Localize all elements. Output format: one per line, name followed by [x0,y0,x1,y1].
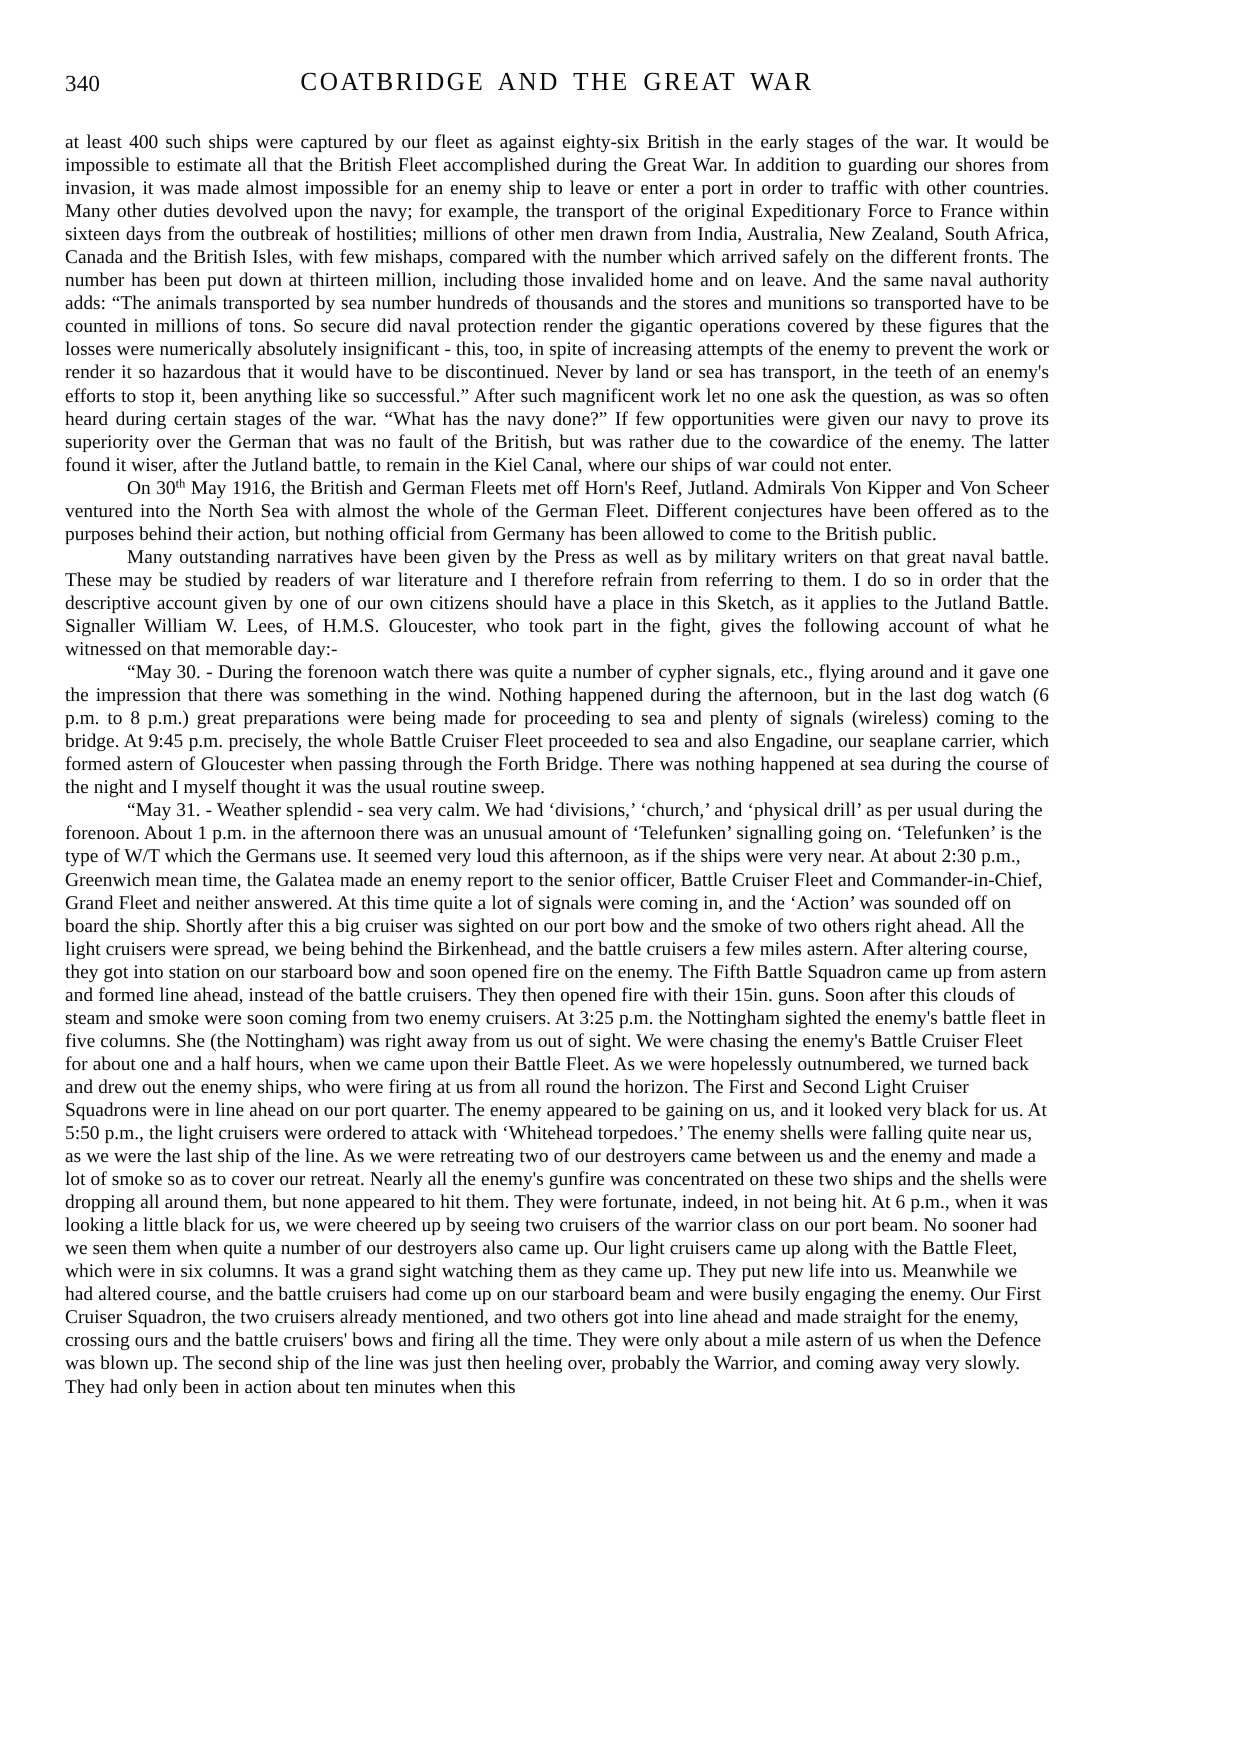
page-number: 340 [65,71,101,96]
body-text-block [65,131,1049,1399]
paragraph-jutland-meeting [65,477,1049,546]
paragraph-may-30: “May 30. - During the forenoon watch there was quite a number of cypher signals, etc., flying around and it gave one the impression that there was something in the wind. Nothing happened during the afternoon, but in the last dog watch (6 p.m. to 8 p.m.) great preparations were being made for proceeding to sea and plenty of signals (wireless) coming to the bridge. At 9:45 p.m. precisely, the whole Battle Cruiser Fleet proceeded to sea and also Engadine, our seaplane carrier, which formed astern of Gloucester when passing through the Forth Bridge. There was nothing happened at sea during the course of the night and I myself thought it was the usual routine sweep. [65,662,1049,799]
running-head [65,66,1049,100]
running-title: COATBRIDGE AND THE GREAT WAR [300,67,814,96]
paragraph-fleet-losses: at least 400 such ships were captured by our fleet as against eighty-six British in the early stages of the war. It would be impossible to estimate all that the British Fleet accomplished during the Great War. In addition to guarding our shores from invasion, it was made almost impossible for an enemy ship to leave or enter a port in order to traffic with other countries. Many other duties devolved upon the navy; for example, the transport of the original Expeditionary Force to France within sixteen days from the outbreak of hostilities; millions of other men drawn from India, Australia, New Zealand, South Africa, Canada and the British Isles, with few mishaps, compared with the number which arrived safely on the different fronts. The number has been put down at thirteen million, including those invalided home and on leave. And the same naval authority adds: “The animals transported by sea number hundreds of thousands and the stores and munitions so transported have to be counted in millions of tons. So secure did naval protection render the gigantic operations covered by these figures that the losses were numerically absolutely insignificant - this, too, in spite of increasing attempts of the enemy to prevent the work or render it so hazardous that it would have to be discontinued. Never by land or sea has transport, in the teeth of an enemy's efforts to stop it, been anything like so successful.” After such magnificent work let no one ask the question, as was so often heard during certain stages of the war. “What has the navy done?” If few opportunities were given our navy to prove its superiority over the German that was no fault of the British, but was rather due to the cowardice of the enemy. The latter found it wiser, after the Jutland battle, to remain in the Kiel Canal, where our ships of war could not enter. [65,132,1049,476]
paragraph-may-31: “May 31. - Weather splendid - sea very calm. We had ‘divisions,’ ‘church,’ and ‘physical drill’ as per usual during the forenoon. About 1 p.m. in the afternoon there was an unusual amount of ‘Telefunken’ signalling going on. ‘Telefunken’ is the type of W/T which the Germans use. It seemed very loud this afternoon, as if the ships were very near. At about 2:30 p.m., Greenwich mean time, the Galatea made an enemy report to the senior officer, Battle Cruiser Fleet and Commander-in-Chief, Grand Fleet and neither answered. At this time quite a lot of signals were coming in, and the ‘Action’ was sounded off on board the ship. Shortly after this a big cruiser was sighted on our port bow and the smoke of two others right ahead. All the light cruisers were spread, we being behind the Birkenhead, and the battle cruisers a few miles astern. After altering course, they got into station on our starboard bow and soon opened fire on the enemy. The Fifth Battle Squadron came up from astern and formed line ahead, instead of the battle cruisers. They then opened fire with their 15in. guns. Soon after this clouds of steam and smoke were soon coming from two enemy cruisers. At 3:25 p.m. the Nottingham sighted the enemy's battle fleet in five columns. She (the Nottingham) was right away from us out of sight. We were chasing the enemy's Battle Cruiser Fleet for about one and a half hours, when we came upon their Battle Fleet. As we were hopelessly outnumbered, we turned back and drew out the enemy ships, who were firing at us from all round the horizon. The First and Second Light Cruiser Squadrons were in line ahead on our port quarter. The enemy appeared to be gaining on us, and it looked very black for us. At 5:50 p.m., the light cruisers were ordered to attack with ‘Whitehead torpedoes.’ The enemy shells were falling quite near us, as we were the last ship of the line. As we were retreating two of our destroyers came between us and the enemy and made a lot of smoke so as to cover our retreat. Nearly all the enemy's gunfire was concentrated on these two ships and the shells were dropping all around them, but none appeared to hit them. They were fortunate, indeed, in not being hit. At 6 p.m., when it was looking a little black for us, we were cheered up by seeing two cruisers of the warrior class on our port beam. No sooner had we seen them when quite a number of our destroyers also came up. Our light cruisers came up along with the Battle Fleet, which were in six columns. It was a grand sight watching them as they came up. They put new life into us. Meanwhile we had altered course, and the battle cruisers had come up on our starboard beam and were busily engaging the enemy. Our First Cruiser Squadron, the two cruisers already mentioned, and two others got into line ahead and made straight for the enemy, crossing ours and the battle cruisers' bows and firing all the time. They were only about a mile astern of us when the Defence was blown up. The second ship of the line was just then heeling over, probably the Warrior, and coming away very slowly. They had only been in action about ten minutes when this [65,800,1048,1398]
paragraph-text-before-superscript: On 30 [127,477,176,499]
ordinal-superscript: th [175,476,186,491]
paragraph-narratives: Many outstanding narratives have been given by the Press as well as by military writers on that great naval battle. These may be studied by readers of war literature and I therefore refrain from referring to them. I do so in order that the descriptive account given by one of our own citizens should have a place in this Sketch, as it applies to the Jutland Battle. Signaller William W. Lees, of H.M.S. Gloucester, who took part in the fight, gives the following account of what he witnessed on that memorable day:- [65,546,1049,661]
paragraph-text-after-superscript: May 1916, the British and German Fleets met off Horn's Reef, Jutland. Admirals Von Kipper and Von Scheer ventured into the North Sea with almost the whole of the German Fleet. Different conjectures have been offered as to the purposes behind their action, but nothing official from Germany has been allowed to come to the British public. [65,477,1049,545]
